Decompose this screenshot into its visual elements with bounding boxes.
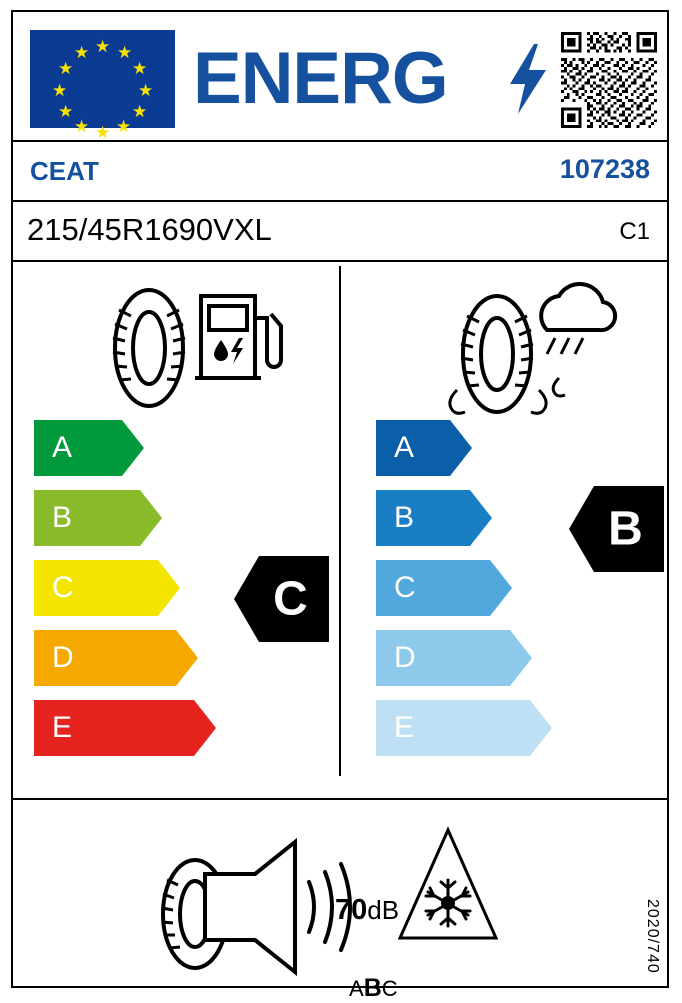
grade-letter: A [52, 431, 73, 464]
noise-value-text [335, 894, 399, 927]
wet-rating-marker [569, 486, 664, 572]
noise-value: 70 [335, 894, 368, 926]
grade-row [34, 420, 214, 476]
grade-letter: C [52, 571, 74, 604]
grade-row [376, 560, 556, 616]
noise-class-c: C [381, 976, 398, 1001]
label-code: 107238 [559, 154, 650, 184]
qr-code-icon [561, 32, 657, 128]
ratings-section [13, 262, 667, 798]
wet-rating-letter: B [608, 502, 643, 556]
grade-letter: A [394, 431, 415, 464]
grade-row [376, 420, 556, 476]
eu-flag-icon: ★ ★ ★ ★ ★ ★ ★ ★ ★ ★ ★ ★ [30, 30, 175, 128]
grade-row [376, 490, 556, 546]
fuel-rating-letter: C [273, 572, 308, 626]
size-row [13, 202, 667, 260]
grade-letter: D [394, 641, 416, 674]
noise-class-a: A [349, 976, 364, 1001]
grade-letter: D [52, 641, 74, 674]
brand-name: CEAT [30, 156, 99, 186]
fuel-grade-scale [34, 420, 214, 770]
grade-row [34, 490, 214, 546]
snowflake-mountain-icon [396, 826, 500, 946]
grade-bar-a [34, 420, 144, 476]
grade-row [376, 700, 556, 756]
grade-row [34, 560, 214, 616]
brand-row [13, 142, 667, 200]
grade-letter: B [394, 501, 415, 534]
noise-snow-section [13, 800, 667, 1002]
loudspeaker-tyre-icon [143, 822, 400, 1002]
lightning-bolt-icon [508, 44, 548, 114]
tyre-class: C1 [619, 218, 650, 245]
grade-row [376, 630, 556, 686]
grade-letter: E [52, 711, 73, 744]
fuel-rating-marker [234, 556, 329, 642]
grade-row [34, 700, 214, 756]
grade-row [34, 630, 214, 686]
tyre-energy-label [11, 10, 669, 1002]
noise-class-b-selected: B [363, 974, 382, 1002]
grade-letter: B [52, 501, 73, 534]
section-divider-vertical [339, 266, 341, 776]
rain-cloud-tyre-icon [413, 282, 623, 422]
fuel-pump-tyre-icon [91, 282, 286, 412]
noise-class-row [349, 974, 398, 1003]
wet-bar-a [376, 420, 472, 476]
tyre-size: 215/45R1690VXL [27, 212, 272, 247]
label-header [13, 12, 667, 140]
energy-wordmark: ENERG [193, 38, 448, 119]
grade-letter: C [394, 571, 416, 604]
grade-letter: E [394, 711, 415, 744]
label-date: 2020/740 [644, 899, 661, 974]
noise-unit: dB [367, 895, 400, 925]
wet-grade-scale [376, 420, 556, 770]
